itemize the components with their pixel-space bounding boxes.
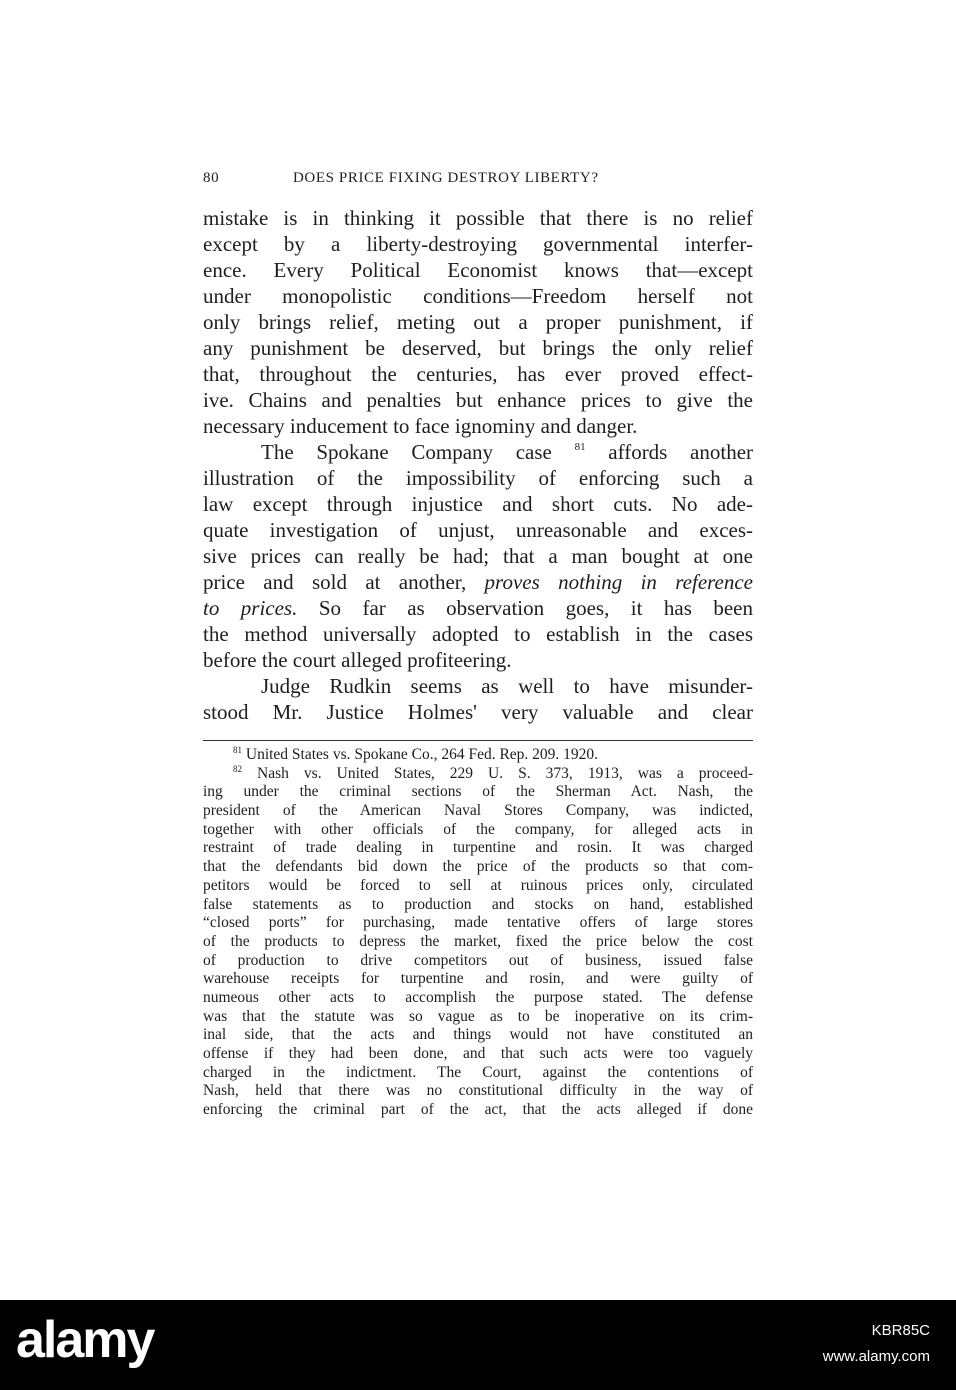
footnote-line — [203, 765, 753, 784]
footnote-line: Nash, held that there was no constitutional difficulty in the way of — [203, 1082, 753, 1100]
body-line: before the court alleged profiteering. — [203, 648, 512, 672]
body-line-part: price and sold at another, — [203, 570, 467, 594]
body-line: quate investigation of unjust, unreasonable and exces- — [203, 518, 753, 542]
footnote-line: charged in the indictment. The Court, against the contentions of — [203, 1063, 753, 1081]
footnote-line: “closed ports” for purchasing, made tentative offers of large stores — [203, 914, 753, 932]
footnote-mark: 82 — [233, 763, 242, 774]
body-line — [203, 595, 753, 621]
footnote-line: numeous other acts to accomplish the purpose stated. The defense — [203, 988, 753, 1006]
footnote-mark: 81 — [233, 745, 242, 755]
body-line: Judge Rudkin seems as well to have misunder- — [261, 674, 753, 698]
body-line: that, throughout the centuries, has ever proved effect- — [203, 362, 753, 386]
footnote-line: enforcing the criminal part of the act, that the acts alleged if done — [203, 1101, 753, 1119]
page-header — [203, 170, 753, 192]
body-line: except by a liberty-destroying governmental interfer- — [203, 232, 753, 256]
italic-phrase: proves nothing in reference — [484, 570, 754, 594]
footnote-rule — [203, 740, 753, 741]
body-line-part: So far as observation goes, it has been — [318, 596, 753, 620]
footnote-line — [203, 746, 753, 765]
footnote-text: United States vs. Spokane Co., 264 Fed. Rep. 209. 1920. — [245, 746, 599, 763]
body-line-part: affords another — [608, 440, 754, 464]
footnote-line: offense if they had been done, and that such acts were too vaguely — [203, 1045, 753, 1062]
footnote-line: president of the American Naval Stores Company, was indicted, — [203, 802, 753, 820]
footnote-line: ing under the criminal sections of the Sherman Act. Nash, the — [203, 783, 753, 801]
body-line: only brings relief, meting out a proper punishment, if — [203, 310, 753, 334]
body-line: under monopolistic conditions—Freedom herself not — [203, 284, 753, 308]
footnote-line: of production to drive competitors out of business, issued false — [203, 951, 753, 969]
body-line — [203, 569, 753, 595]
footnote-line: that the defendants bid down the price of the products so that com- — [203, 858, 753, 876]
footnote-line: petitors would be forced to sell at ruinous prices only, circulated — [203, 876, 753, 894]
body-line-part: The Spokane Company case — [261, 440, 552, 464]
footnote-line: was that the statute was so vague as to be inoperative on its crim- — [203, 1007, 753, 1025]
body-line: ive. Chains and penalties but enhance prices to give the — [203, 388, 753, 412]
italic-phrase: to prices. — [203, 596, 298, 620]
body-line: mistake is in thinking it possible that there is no relief — [203, 206, 753, 230]
body-line: law except through injustice and short cuts. No ade- — [203, 492, 753, 516]
footnote-line: false statements as to production and stocks on hand, established — [203, 895, 753, 913]
running-head: DOES PRICE FIXING DESTROY LIBERTY? — [293, 170, 599, 186]
body-line: sive prices can really be had; that a man bought at one — [203, 544, 753, 568]
body-line: stood Mr. Justice Holmes' very valuable and clear — [203, 700, 753, 724]
body-line — [203, 439, 753, 465]
footnote-ref: 81 — [574, 441, 586, 453]
footnote-text: Nash vs. United States, 229 U. S. 373, 1913, was a proceed- — [257, 764, 754, 782]
stock-watermark-banner — [0, 1300, 956, 1390]
footnote-line: restraint of trade dealing in turpentine and rosin. It was charged — [203, 839, 753, 857]
image-id: KBR85C — [871, 1322, 930, 1339]
footnotes — [203, 746, 753, 1120]
footnote-line: warehouse receipts for turpentine and rosin, and were guilty of — [203, 970, 753, 988]
body-line: the method universally adopted to establish in the cases — [203, 622, 753, 646]
page-number: 80 — [203, 170, 220, 186]
body-line: necessary inducement to face ignominy and danger. — [203, 414, 638, 438]
footnote-line: of the products to depress the market, fixed the price below the cost — [203, 932, 753, 950]
body-text — [203, 205, 753, 725]
footnote-line: together with other officials of the company, for alleged acts in — [203, 820, 753, 838]
site-url: www.alamy.com — [822, 1348, 930, 1365]
alamy-logo: alamy — [16, 1311, 154, 1369]
body-line: ence. Every Political Economist knows that—except — [203, 258, 753, 282]
footnote-line: inal side, that the acts and things would not have constituted an — [203, 1026, 753, 1044]
body-line: any punishment be deserved, but brings the only relief — [203, 336, 753, 360]
body-line: illustration of the impossibility of enforcing such a — [203, 466, 753, 490]
